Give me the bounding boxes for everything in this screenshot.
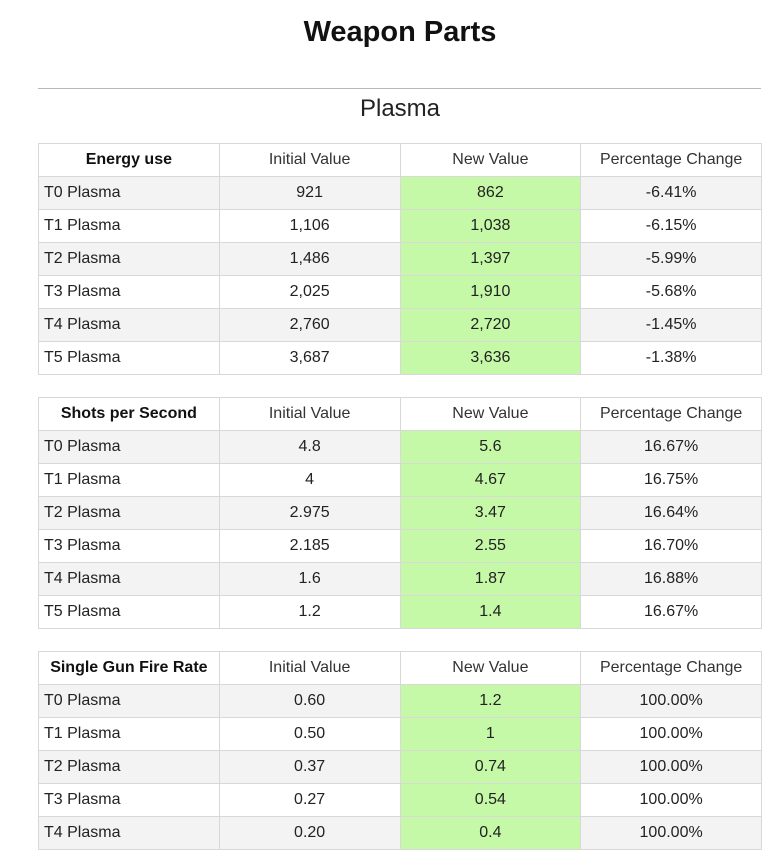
initial-value-cell: 921 — [219, 177, 400, 210]
percentage-change-cell: 100.00% — [581, 751, 762, 784]
part-name-cell: T3 Plasma — [39, 784, 220, 817]
part-name-cell: T4 Plasma — [39, 817, 220, 850]
percentage-change-cell: -6.15% — [581, 210, 762, 243]
percentage-change-cell: -5.99% — [581, 243, 762, 276]
header-cell: New Value — [400, 144, 581, 177]
new-value-cell: 1 — [400, 718, 581, 751]
table-row — [39, 718, 762, 751]
percentage-change-cell: -1.38% — [581, 342, 762, 375]
initial-value-cell: 2.975 — [219, 497, 400, 530]
percentage-change-cell: 16.67% — [581, 431, 762, 464]
percentage-change-cell: 16.75% — [581, 464, 762, 497]
part-name-cell: T3 Plasma — [39, 276, 220, 309]
header-cell: Percentage Change — [581, 398, 762, 431]
part-name-cell: T0 Plasma — [39, 431, 220, 464]
part-name-cell: T3 Plasma — [39, 530, 220, 563]
header-cell: Initial Value — [219, 652, 400, 685]
part-name-cell: T5 Plasma — [39, 342, 220, 375]
percentage-change-cell: 100.00% — [581, 718, 762, 751]
initial-value-cell: 0.50 — [219, 718, 400, 751]
new-value-cell: 1,397 — [400, 243, 581, 276]
new-value-cell: 0.54 — [400, 784, 581, 817]
page-title: Weapon Parts — [303, 16, 497, 48]
new-value-cell: 0.4 — [400, 817, 581, 850]
percentage-change-cell: 100.00% — [581, 817, 762, 850]
new-value-cell: 4.67 — [400, 464, 581, 497]
header-cell: Percentage Change — [581, 652, 762, 685]
table-header-row — [39, 652, 762, 685]
initial-value-cell: 2,025 — [219, 276, 400, 309]
part-name-cell: T0 Plasma — [39, 177, 220, 210]
table-row — [39, 210, 762, 243]
header-cell: Shots per Second — [39, 398, 220, 431]
percentage-change-cell: -1.45% — [581, 309, 762, 342]
table-row — [39, 431, 762, 464]
energy-use-table — [38, 143, 762, 375]
initial-value-cell: 2,760 — [219, 309, 400, 342]
initial-value-cell: 4 — [219, 464, 400, 497]
header-cell: Single Gun Fire Rate — [39, 652, 220, 685]
table-row — [39, 530, 762, 563]
percentage-change-cell: 16.70% — [581, 530, 762, 563]
new-value-cell: 2.55 — [400, 530, 581, 563]
table-row — [39, 497, 762, 530]
new-value-cell: 3,636 — [400, 342, 581, 375]
part-name-cell: T4 Plasma — [39, 563, 220, 596]
table-row — [39, 309, 762, 342]
new-value-cell: 2,720 — [400, 309, 581, 342]
table-row — [39, 464, 762, 497]
header-cell: Energy use — [39, 144, 220, 177]
new-value-cell: 1.2 — [400, 685, 581, 718]
table-row — [39, 342, 762, 375]
new-value-cell: 0.74 — [400, 751, 581, 784]
table-header-row — [39, 398, 762, 431]
new-value-cell: 862 — [400, 177, 581, 210]
part-name-cell: T2 Plasma — [39, 497, 220, 530]
table-row — [39, 817, 762, 850]
header-cell: Initial Value — [219, 144, 400, 177]
part-name-cell: T1 Plasma — [39, 718, 220, 751]
initial-value-cell: 0.37 — [219, 751, 400, 784]
initial-value-cell: 0.27 — [219, 784, 400, 817]
initial-value-cell: 4.8 — [219, 431, 400, 464]
part-name-cell: T5 Plasma — [39, 596, 220, 629]
part-name-cell: T1 Plasma — [39, 210, 220, 243]
new-value-cell: 1,038 — [400, 210, 581, 243]
new-value-cell: 3.47 — [400, 497, 581, 530]
section-title: Plasma — [359, 95, 441, 122]
initial-value-cell: 0.20 — [219, 817, 400, 850]
table-row — [39, 177, 762, 210]
initial-value-cell: 2.185 — [219, 530, 400, 563]
new-value-cell: 5.6 — [400, 431, 581, 464]
percentage-change-cell: 16.67% — [581, 596, 762, 629]
percentage-change-cell: -6.41% — [581, 177, 762, 210]
initial-value-cell: 1.2 — [219, 596, 400, 629]
new-value-cell: 1.4 — [400, 596, 581, 629]
table-row — [39, 243, 762, 276]
percentage-change-cell: -5.68% — [581, 276, 762, 309]
single-gun-fire-rate-table — [38, 651, 762, 850]
initial-value-cell: 1,486 — [219, 243, 400, 276]
table-row — [39, 751, 762, 784]
shots-per-second-table — [38, 397, 762, 629]
header-cell: Percentage Change — [581, 144, 762, 177]
percentage-change-cell: 16.88% — [581, 563, 762, 596]
part-name-cell: T0 Plasma — [39, 685, 220, 718]
table-header-row — [39, 144, 762, 177]
percentage-change-cell: 100.00% — [581, 784, 762, 817]
part-name-cell: T2 Plasma — [39, 751, 220, 784]
percentage-change-cell: 16.64% — [581, 497, 762, 530]
percentage-change-cell: 100.00% — [581, 685, 762, 718]
initial-value-cell: 1.6 — [219, 563, 400, 596]
new-value-cell: 1,910 — [400, 276, 581, 309]
table-row — [39, 784, 762, 817]
table-row — [39, 276, 762, 309]
table-row — [39, 563, 762, 596]
header-cell: Initial Value — [219, 398, 400, 431]
part-name-cell: T2 Plasma — [39, 243, 220, 276]
title-divider — [38, 88, 761, 89]
part-name-cell: T1 Plasma — [39, 464, 220, 497]
header-cell: New Value — [400, 652, 581, 685]
initial-value-cell: 1,106 — [219, 210, 400, 243]
part-name-cell: T4 Plasma — [39, 309, 220, 342]
initial-value-cell: 0.60 — [219, 685, 400, 718]
table-row — [39, 685, 762, 718]
initial-value-cell: 3,687 — [219, 342, 400, 375]
table-row — [39, 596, 762, 629]
new-value-cell: 1.87 — [400, 563, 581, 596]
header-cell: New Value — [400, 398, 581, 431]
